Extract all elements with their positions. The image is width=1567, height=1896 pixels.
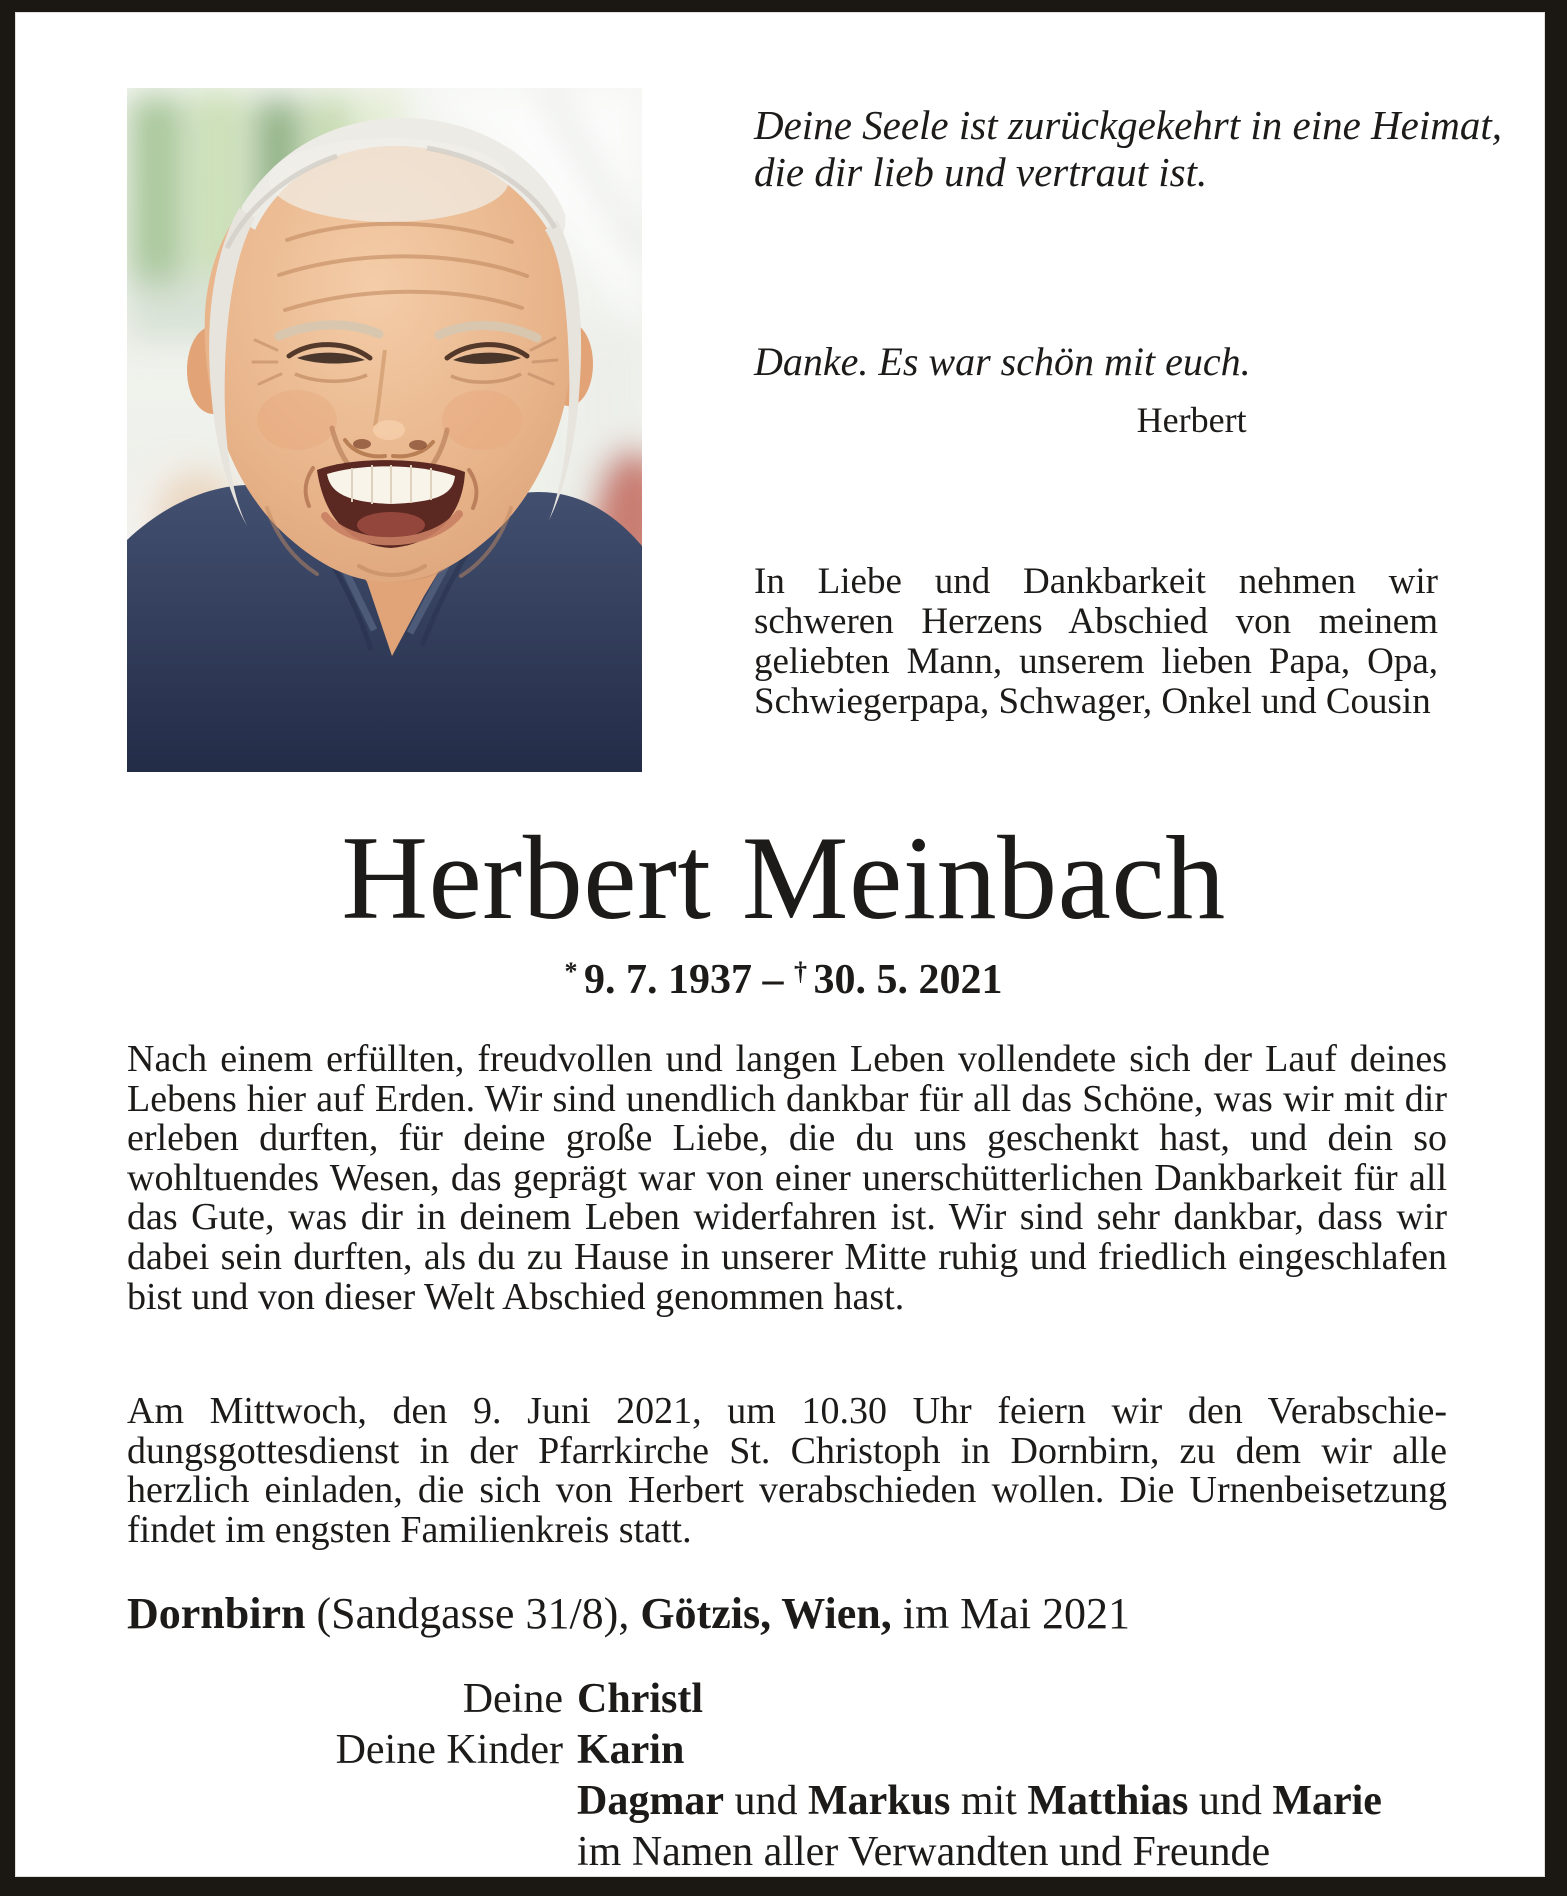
family-row	[127, 1827, 1457, 1878]
location-line: Dornbirn (Sandgasse 31/8), Götzis, Wien, im Mai 2021	[127, 1589, 1131, 1638]
portrait-illustration	[127, 88, 642, 772]
signature-herbert: Herbert	[1136, 400, 1247, 440]
life-dates: * 9. 7. 1937 – † 30. 5. 2021	[564, 957, 1003, 1003]
epitaph-line-2: die dir lieb und vertraut ist.	[754, 149, 1208, 195]
service-paragraph: Am Mittwoch, den 9. Juni 2021, um 10.30 Uhr feiern wir den Verabschiedungsgottesdienst in der Pfarrkirche St. Christoph in Dornbirn, zu dem wir alle herzlich einladen, die sich von Herbert verabschieden wollen. Die Urnenbeisetzung findet im engsten Familienkreis statt.	[127, 1390, 1447, 1551]
family-names: Christl	[577, 1676, 703, 1722]
family-relation-label	[127, 1827, 563, 1878]
family-list	[127, 1674, 1457, 1878]
thanks-quote: Danke. Es war schön mit euch.	[754, 339, 1251, 384]
family-relation-label: Deine	[462, 1676, 563, 1722]
family-names: Karin	[577, 1727, 685, 1773]
epitaph-line-1: Deine Seele ist zurückgekehrt in eine Heimat,	[754, 102, 1502, 148]
deceased-name: Herbert Meinbach	[341, 811, 1226, 944]
family-relation-label	[127, 1776, 563, 1827]
family-row	[127, 1725, 1457, 1776]
epitaph-quote	[754, 102, 1502, 196]
family-row	[127, 1674, 1457, 1725]
family-relation-label: Deine Kinder	[335, 1727, 563, 1773]
family-names: Dagmar und Markus mit Matthias und Marie	[577, 1778, 1382, 1824]
obituary-paragraph: Nach einem erfüllten, freudvollen und langen Leben vollendete sich der Lauf deines Lebens hier auf Erden. Wir sind unendlich dankbar für all das Schöne, was wir mit dir erleben durften, für deine große Liebe, die du uns geschenkt hast, und dein so wohltuendes Wesen, das geprägt war von einer unerschütterlichen Dankbarkeit für all das Gute, was dir in deinem Leben widerfahren ist. Wir sind sehr dankbar, dass wir dabei sein durften, als du zu Hause in unserer Mitte ruhig und friedlich eingeschlafen bist und von dieser Welt Abschied genommen hast.	[127, 1038, 1447, 1318]
portrait-photo	[127, 88, 642, 772]
intro-paragraph: In Liebe und Dankbarkeit nehmen wir schweren Herzens Abschied von meinem geliebten Mann, unserem lieben Papa, Opa, Schwiegerpapa, Schwager, Onkel und Cousin	[754, 561, 1438, 722]
thanks-block	[754, 338, 1251, 441]
family-row	[127, 1776, 1457, 1827]
family-names: im Namen aller Verwandten und Freunde	[577, 1829, 1271, 1875]
